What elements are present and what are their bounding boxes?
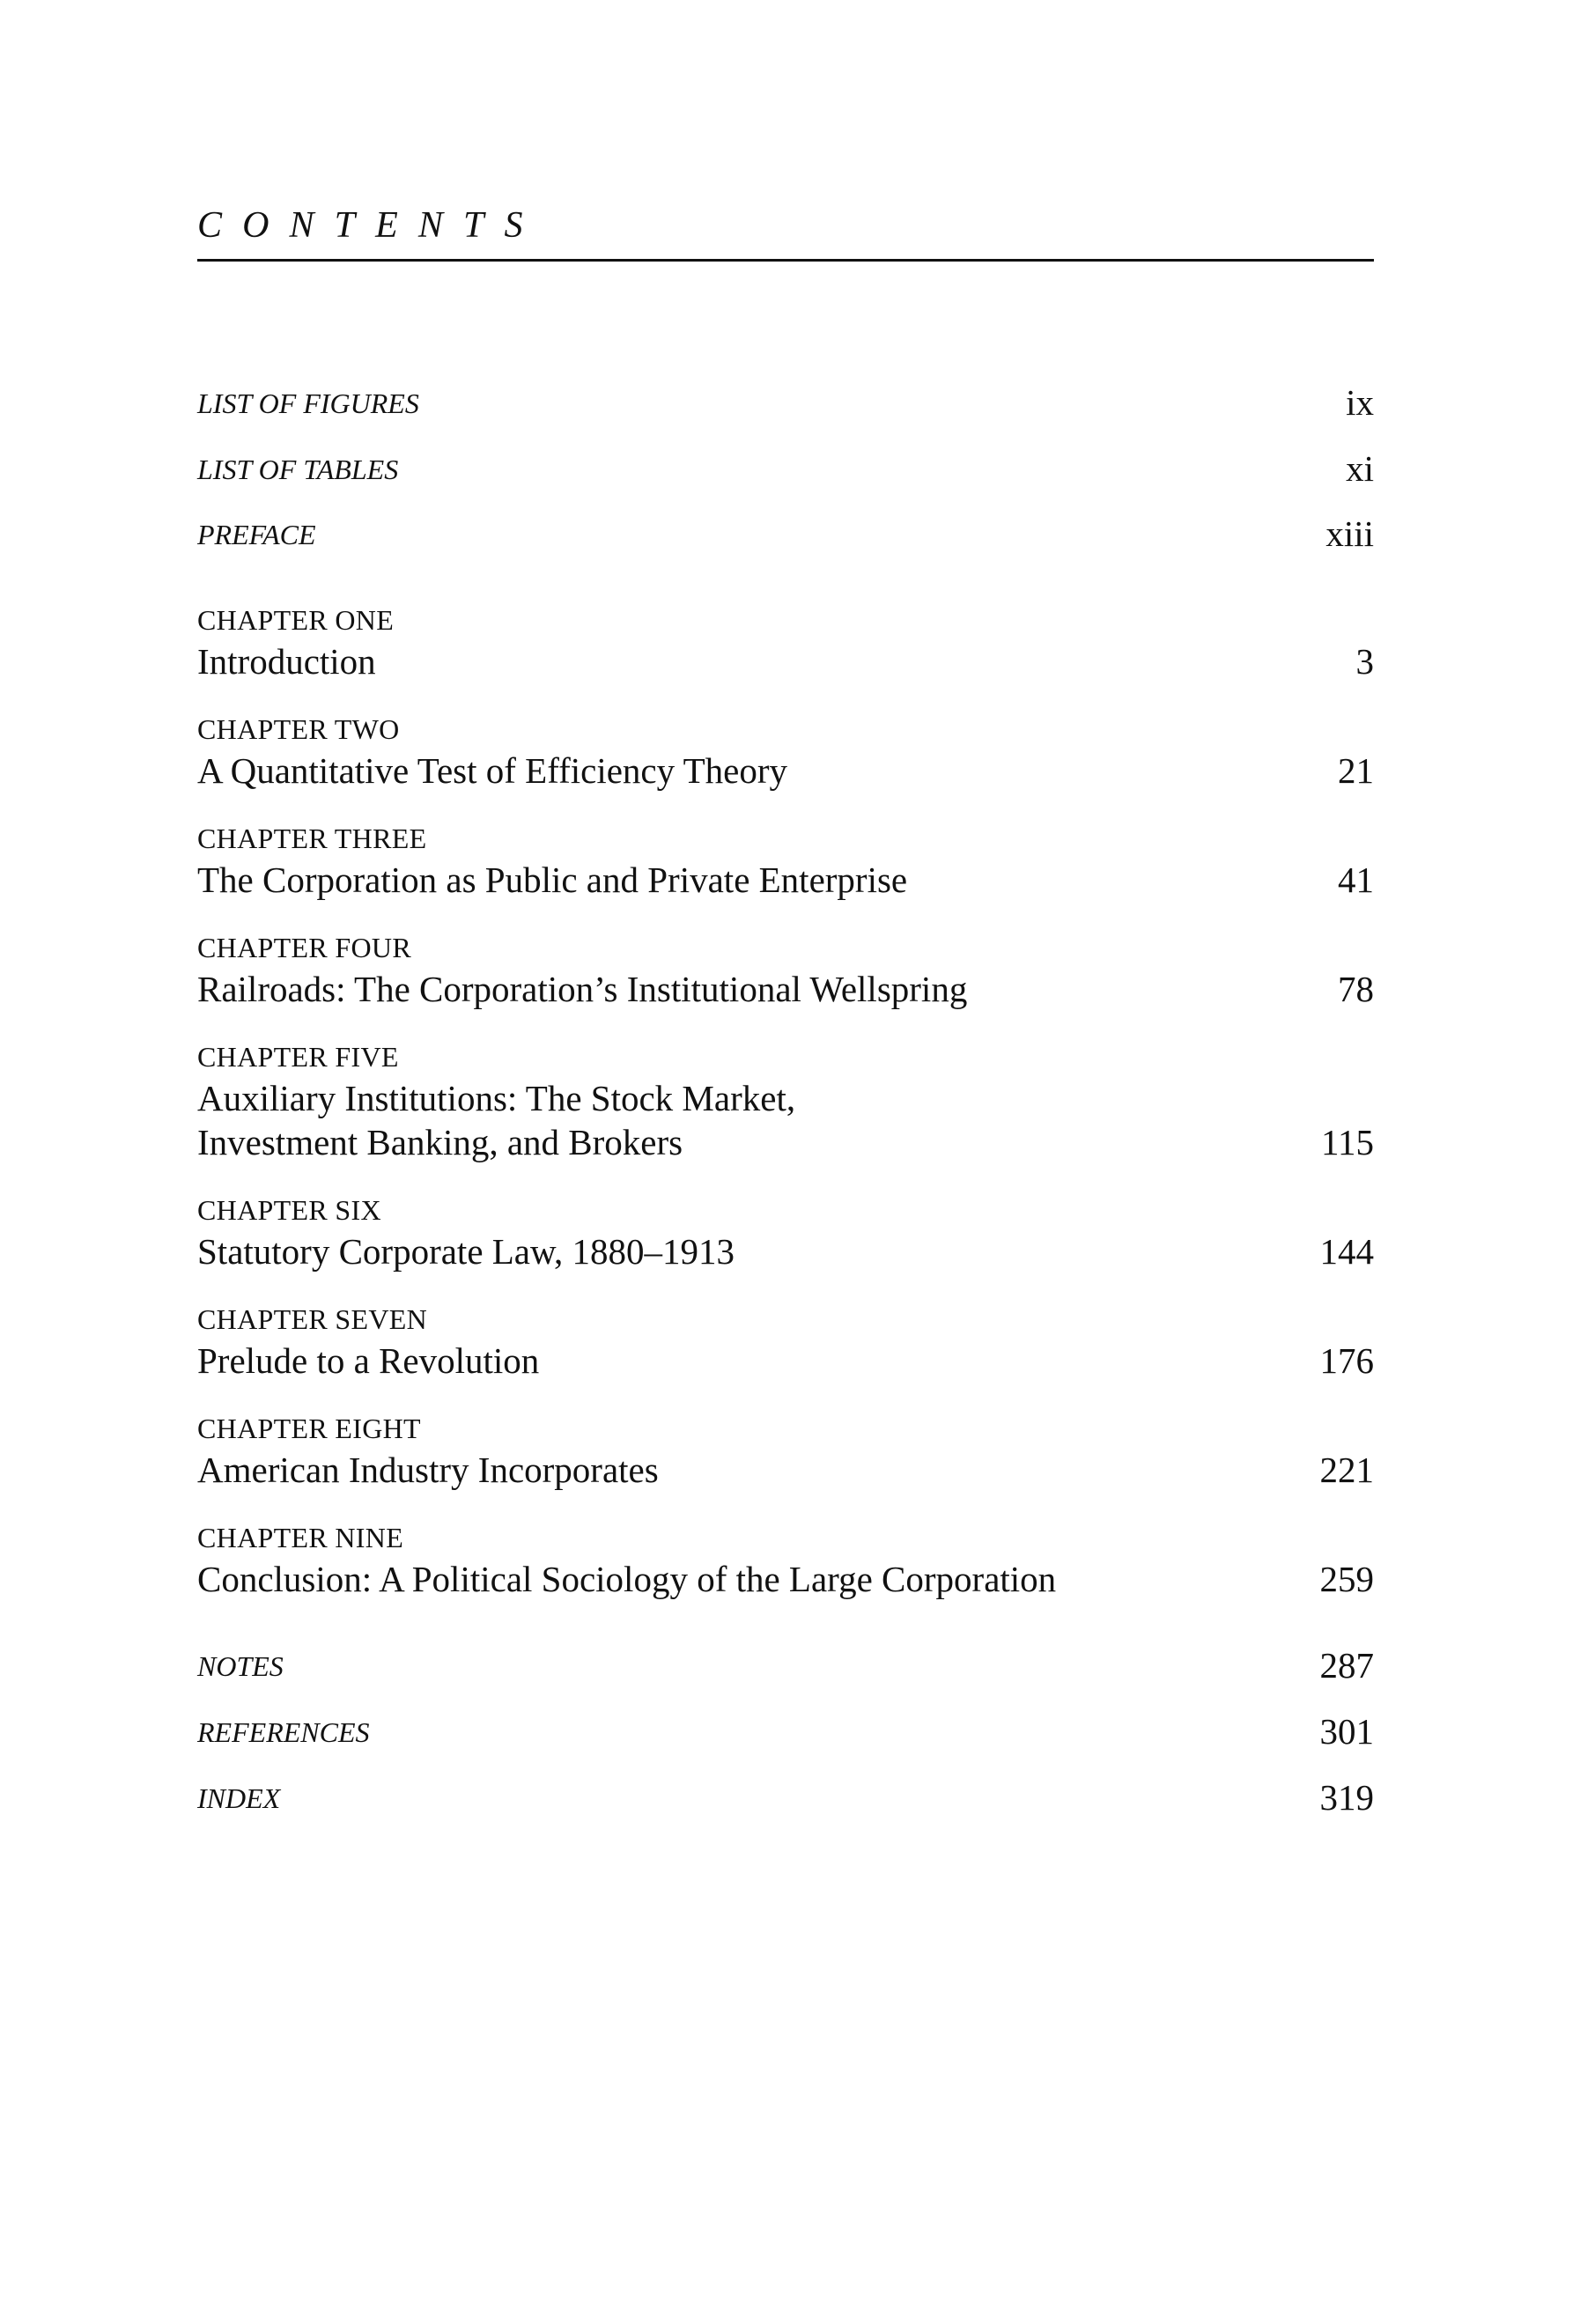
chapter-label: CHAPTER NINE bbox=[197, 1522, 404, 1553]
entry-label: LIST OF FIGURES bbox=[197, 387, 419, 419]
chapter-title-line-1: Auxiliary Institutions: The Stock Market, bbox=[197, 1078, 796, 1118]
entry-label: INDEX bbox=[197, 1782, 281, 1814]
chapter-label: CHAPTER FIVE bbox=[197, 1041, 399, 1073]
entry-page-number: 301 bbox=[1319, 1711, 1374, 1752]
chapter-label: CHAPTER TWO bbox=[197, 713, 400, 745]
chapter-title-line-2: Investment Banking, and Brokers bbox=[197, 1122, 683, 1162]
chapter-label: CHAPTER EIGHT bbox=[197, 1413, 421, 1444]
chapter-title: Conclusion: A Political Sociology of the Large Corporation bbox=[197, 1559, 1057, 1599]
chapter-title: American Industry Incorporates bbox=[197, 1450, 659, 1490]
entry-label: PREFACE bbox=[197, 519, 316, 550]
title-rule bbox=[197, 259, 1374, 262]
chapter-title: A Quantitative Test of Efficiency Theory bbox=[197, 750, 788, 791]
entry-page-number: xi bbox=[1346, 448, 1374, 489]
entry-page-number: 115 bbox=[1321, 1122, 1374, 1162]
entry-page-number: 144 bbox=[1319, 1231, 1374, 1272]
chapter-label: CHAPTER FOUR bbox=[197, 932, 411, 963]
page-title: CONTENTS bbox=[197, 205, 543, 246]
chapter-label: CHAPTER SEVEN bbox=[197, 1303, 428, 1335]
entry-label: REFERENCES bbox=[197, 1716, 370, 1748]
entry-page-number: 221 bbox=[1319, 1450, 1374, 1490]
entry-page-number: 287 bbox=[1319, 1645, 1374, 1686]
entry-page-number: 319 bbox=[1319, 1777, 1374, 1818]
entry-page-number: ix bbox=[1346, 382, 1374, 423]
entry-page-number: 259 bbox=[1319, 1559, 1374, 1599]
entry-label: NOTES bbox=[197, 1650, 284, 1682]
entry-page-number: 78 bbox=[1338, 969, 1374, 1009]
entry-label: LIST OF TABLES bbox=[197, 454, 399, 485]
chapter-label: CHAPTER ONE bbox=[197, 604, 395, 636]
chapter-title: Railroads: The Corporation’s Institutional Wellspring bbox=[197, 969, 968, 1009]
chapter-label: CHAPTER THREE bbox=[197, 823, 427, 854]
entry-page-number: 21 bbox=[1338, 750, 1374, 791]
contents-page bbox=[197, 0, 1374, 2324]
entry-page-number: xiii bbox=[1325, 513, 1374, 554]
chapter-label: CHAPTER SIX bbox=[197, 1194, 381, 1226]
chapter-title: Prelude to a Revolution bbox=[197, 1340, 540, 1381]
chapter-title: Introduction bbox=[197, 641, 376, 682]
chapter-title: Statutory Corporate Law, 1880–1913 bbox=[197, 1231, 735, 1272]
chapter-title: The Corporation as Public and Private Enterprise bbox=[197, 860, 908, 900]
entry-page-number: 41 bbox=[1338, 860, 1374, 900]
entry-page-number: 3 bbox=[1355, 641, 1374, 682]
entry-page-number: 176 bbox=[1319, 1340, 1374, 1381]
